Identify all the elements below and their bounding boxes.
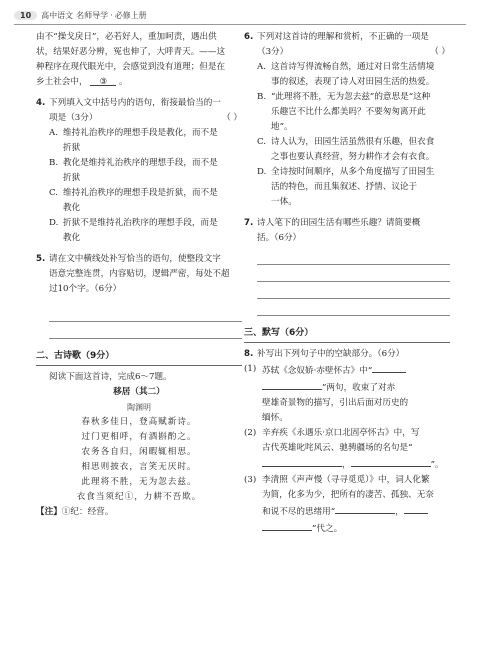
- option-text: 一体。: [271, 197, 297, 207]
- answer-paren[interactable]: （ ）: [222, 113, 242, 123]
- question-stem: 补写出下列句子中的空缺部分。（6分）: [257, 349, 405, 359]
- section-2: [36, 349, 242, 520]
- item-number: (3): [244, 475, 257, 485]
- question-7: [244, 216, 450, 316]
- option-text: 教化是维持礼治秩序的理想手段，而不是: [63, 158, 218, 168]
- question-number: 4.: [36, 98, 46, 108]
- passage-text: 乡土社会中，: [36, 77, 88, 87]
- passage-text: 。: [119, 77, 128, 87]
- option-text: 折狱不是维持礼治秩序的理想手段，而是: [63, 218, 218, 228]
- option-letter: A.: [257, 62, 266, 72]
- item-text: 苏轼《念奴娇·赤壁怀古》中“: [262, 362, 450, 379]
- passage-line: 种程序在现代眼光中，会感觉到没有道理；但是在: [36, 62, 226, 72]
- passage-line: 由不“操戈戾日”，必若好人，重加呵责，遇出供: [36, 32, 217, 42]
- option-text: 这首诗写得流畅自然，通过对日常生活情境: [271, 62, 435, 72]
- fill-blank-3[interactable]: [90, 75, 116, 86]
- question-number: 8.: [244, 349, 254, 359]
- option-letter: B.: [49, 158, 59, 168]
- option-text: 教化: [63, 203, 81, 213]
- item-text: 辛弃疾《永遇乐·京口北固亭怀古》中，写: [262, 428, 420, 438]
- item-text: 古代英雄叱咤风云、驰骋疆场的名句是“: [262, 443, 413, 453]
- fill-blank[interactable]: [262, 520, 312, 531]
- answer-line[interactable]: [257, 301, 450, 316]
- option-a: [49, 126, 242, 156]
- question-stem: （3分） （ ）: [257, 45, 450, 60]
- question-8: [244, 347, 450, 362]
- left-column: [36, 30, 242, 520]
- right-column: [244, 30, 450, 537]
- option-text: 事的叙述，表现了诗人对田园生活的热爱。: [271, 77, 435, 87]
- question-number: 7.: [244, 218, 254, 228]
- answer-line[interactable]: [49, 324, 242, 339]
- option-d: [257, 165, 450, 210]
- option-text: 之事也要认真经营，努力耕作才会有衣食。: [271, 152, 435, 162]
- option-b: [49, 156, 242, 186]
- note-label: 【注】: [36, 507, 62, 517]
- question-4: [36, 96, 242, 246]
- blank-marker: ③: [99, 77, 108, 87]
- dictation-item-3: [244, 473, 450, 537]
- section-title: 三、默写（6分）: [244, 326, 450, 343]
- option-text: 乐趣岂不比什么都美吗？不要匆匆离开此: [271, 107, 426, 117]
- option-letter: C.: [257, 137, 267, 147]
- poem-line: 衣食当须纪①，力耕不吾欺。: [76, 492, 202, 502]
- answer-line[interactable]: [257, 250, 450, 265]
- fill-blank[interactable]: [335, 503, 395, 514]
- item-text: ， ”。: [262, 456, 450, 473]
- question-number: 5.: [36, 254, 46, 264]
- question-stem: 项是（3分） （ ）: [49, 111, 242, 126]
- poem-line: 春秋多佳日，登高赋新诗。: [81, 417, 197, 427]
- answer-line[interactable]: [257, 284, 450, 299]
- answer-area[interactable]: [257, 250, 450, 316]
- reading-passage-end: [36, 30, 242, 90]
- option-letter: A.: [49, 128, 58, 138]
- poem-line: 相思则披衣，言笑无厌时。: [81, 462, 197, 472]
- answer-line[interactable]: [257, 267, 450, 282]
- page-number: 10: [14, 11, 37, 20]
- item-text: 壁雄奇景物的描写，引出后面对历史的: [262, 398, 409, 408]
- option-text: 维持礼治秩序的理想手段是折狱，而不是: [63, 188, 218, 198]
- answer-paren[interactable]: （ ）: [430, 47, 450, 57]
- poem-author: 陶渊明: [127, 403, 151, 412]
- question-number: 6.: [244, 32, 254, 42]
- poem-line: 农务各自归，闲暇辄相思。: [81, 447, 197, 457]
- answer-line[interactable]: [49, 307, 242, 322]
- question-stem: 下列填入文中括号内的语句，衔接最恰当的一: [49, 98, 221, 108]
- item-number: (2): [244, 428, 257, 438]
- question-6: [244, 30, 450, 210]
- poem-line: 此理将不胜，无为忽去兹。: [81, 477, 197, 487]
- fill-blank[interactable]: [372, 362, 406, 373]
- answer-area[interactable]: [49, 307, 242, 339]
- option-text: 诗人认为，田园生活虽然很有乐趣，但衣食: [271, 137, 435, 147]
- header-rule: [14, 24, 466, 25]
- dictation-item-1: [244, 362, 450, 426]
- dictation-item-2: [244, 426, 450, 473]
- header-series: 名师导学: [76, 10, 109, 20]
- question-stem: 请在文中横线处补写恰当的语句，使整段文字: [49, 254, 221, 264]
- option-text: 教化: [63, 233, 81, 243]
- fill-blank[interactable]: [351, 456, 431, 467]
- question-5: [36, 252, 242, 339]
- question-stem: 诗人笔下的田园生活有哪些乐趣？请简要概: [257, 218, 421, 228]
- item-number: (1): [244, 364, 257, 374]
- option-b: [257, 90, 450, 135]
- passage-line: [36, 75, 242, 90]
- section-instruction: 阅读下面这首诗，完成6～7题。: [49, 372, 172, 382]
- option-text: “此理将不胜，无为忽去兹”的意思是“这种: [271, 92, 431, 102]
- section-3: [244, 326, 450, 537]
- question-stem: 下列对这首诗的理解和赏析，不正确的一项是: [257, 32, 429, 42]
- option-text: 地”。: [271, 122, 293, 132]
- fill-blank[interactable]: [262, 456, 342, 467]
- poem-title: 移居（其二）: [113, 387, 165, 397]
- item-text: 李清照《声声慢（寻寻觅觅）》中，词人化繁: [262, 475, 430, 485]
- option-c: [257, 135, 450, 165]
- item-text: 为简，化多为少，把所有的凄苦、孤独、无奈: [262, 490, 434, 500]
- passage-line: 状，结果好恶分辨，冤也伸了，大呼青天。——这: [36, 47, 226, 57]
- option-text: 折狱: [63, 143, 81, 153]
- option-text: 维持礼治秩序的理想手段是教化，而不是: [63, 128, 218, 138]
- option-letter: C.: [49, 188, 59, 198]
- question-stem: 过10个字。（6分）: [49, 284, 122, 294]
- section-title: 二、古诗歌（9分）: [36, 349, 242, 366]
- option-d: [49, 216, 242, 246]
- poem-line: 过门更相呼，有酒斟酌之。: [81, 432, 197, 442]
- option-text: 活的特色，而且集叙述、抒情、议论于: [271, 182, 418, 192]
- item-text: 和说不尽的思绪用“ ，: [262, 503, 450, 520]
- fill-blank[interactable]: [404, 503, 428, 514]
- option-a: [257, 60, 450, 90]
- fill-blank[interactable]: [262, 379, 322, 390]
- option-letter: D.: [257, 167, 267, 177]
- option-c: [49, 186, 242, 216]
- option-letter: D.: [49, 218, 59, 228]
- question-stem: 括。（6分）: [257, 233, 302, 243]
- item-text: ”代之。: [262, 520, 450, 537]
- header-volume: 必修上册: [114, 10, 147, 20]
- option-letter: B.: [257, 92, 267, 102]
- header-subject: 高中语文: [41, 10, 74, 20]
- header-separator: ·: [110, 10, 113, 20]
- note-text: ①纪：经营。: [61, 507, 114, 517]
- item-text: ”两句，收束了对赤: [262, 379, 450, 396]
- page-header: [14, 7, 147, 23]
- item-text: 缅怀。: [262, 413, 288, 423]
- poem-note: [36, 505, 242, 520]
- question-stem: 语意完整连贯，内容贴切，逻辑严密，每处不超: [49, 269, 230, 279]
- option-text: 折狱: [63, 173, 81, 183]
- option-text: 全诗按时间顺序，从多个角度描写了田园生: [271, 167, 435, 177]
